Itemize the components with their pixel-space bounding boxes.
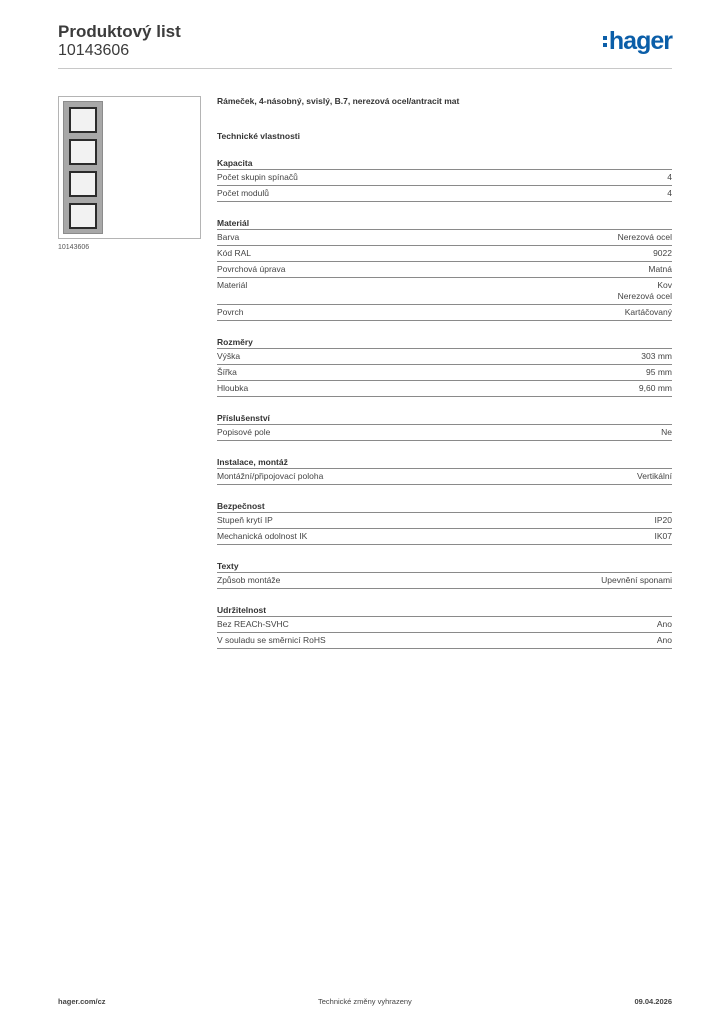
group-title: Texty (217, 561, 239, 571)
logo-text: hager (608, 27, 672, 55)
frame-slot (69, 139, 97, 165)
document-header (58, 22, 672, 69)
property-row (217, 277, 672, 304)
property-row (217, 616, 672, 632)
property-label: Materiál (217, 280, 248, 290)
property-value: 303 mm (641, 351, 672, 361)
group-title: Instalace, montáž (217, 457, 288, 467)
technical-properties-heading: Technické vlastnosti (217, 131, 300, 141)
property-label: Barva (217, 232, 240, 242)
property-value: Vertikální (637, 471, 672, 481)
property-value: Ano (656, 635, 672, 645)
group-title: Rozměry (217, 337, 253, 347)
property-value: Upevnění sponami (601, 575, 672, 585)
property-label: Mechanická odolnost IK (217, 531, 308, 541)
property-row (217, 468, 672, 485)
frame-slot (69, 107, 97, 133)
property-label: Montážní/připojovací poloha (217, 471, 324, 481)
property-label: Popisové pole (217, 427, 271, 437)
property-label: Hloubka (217, 383, 249, 393)
property-row (217, 245, 672, 261)
property-label: Výška (217, 351, 241, 361)
property-row (217, 528, 672, 545)
property-value: Matná (648, 264, 672, 274)
property-label: Šířka (217, 367, 237, 377)
property-value: 4 (667, 188, 672, 198)
property-value: IK07 (654, 531, 672, 541)
group-title: Udržitelnost (217, 605, 267, 615)
property-value: Ne (661, 427, 672, 437)
product-number: 10143606 (58, 42, 130, 59)
product-description: Rámeček, 4-násobný, svislý, B.7, nerezová ocel/antracit mat (217, 96, 460, 106)
property-row (217, 348, 672, 364)
property-row (217, 364, 672, 380)
frame-slot (69, 171, 97, 197)
frame-illustration (63, 101, 103, 234)
footer-website[interactable]: hager.com/cz (58, 997, 106, 1006)
property-value: Ano (656, 619, 672, 629)
property-value: Nerezová ocel (617, 232, 672, 242)
property-label: Počet modulů (217, 188, 269, 198)
property-value: 9022 (653, 248, 672, 258)
group-title: Kapacita (217, 158, 253, 168)
frame-slot (69, 203, 97, 229)
property-row (217, 380, 672, 397)
property-row (217, 169, 672, 185)
property-label: Bez REACh-SVHC (217, 619, 289, 629)
property-row (217, 229, 672, 245)
footer-date: 09.04.2026 (634, 997, 672, 1006)
property-label: Povrch (217, 307, 244, 317)
property-value: Kov Nerezová ocel (617, 280, 672, 301)
property-label: Povrchová úprava (217, 264, 286, 274)
logo-mark-icon (603, 36, 607, 47)
property-value: 95 mm (646, 367, 672, 377)
property-row (217, 572, 672, 589)
hager-logo (603, 28, 672, 54)
property-row (217, 424, 672, 441)
group-title: Bezpečnost (217, 501, 265, 511)
product-image (58, 96, 201, 239)
image-caption: 10143606 (58, 244, 90, 251)
property-label: Kód RAL (217, 248, 252, 258)
group-title: Příslušenství (217, 413, 270, 423)
property-value: IP20 (654, 515, 672, 525)
document-title: Produktový list (58, 22, 181, 41)
property-row (217, 632, 672, 649)
footer-notice: Technické změny vyhrazeny (318, 997, 412, 1006)
property-value: 9,60 mm (638, 383, 672, 393)
property-row (217, 261, 672, 277)
property-row (217, 304, 672, 321)
property-label: V souladu se směrnicí RoHS (217, 635, 326, 645)
group-title: Materiál (217, 218, 250, 228)
property-label: Počet skupin spínačů (217, 172, 298, 182)
property-row (217, 512, 672, 528)
property-row (217, 185, 672, 202)
property-groups (217, 158, 672, 649)
property-label: Stupeň krytí IP (217, 515, 273, 525)
property-value: Kartáčovaný (624, 307, 672, 317)
property-value: 4 (667, 172, 672, 182)
product-details (217, 96, 672, 649)
property-label: Způsob montáže (217, 575, 281, 585)
